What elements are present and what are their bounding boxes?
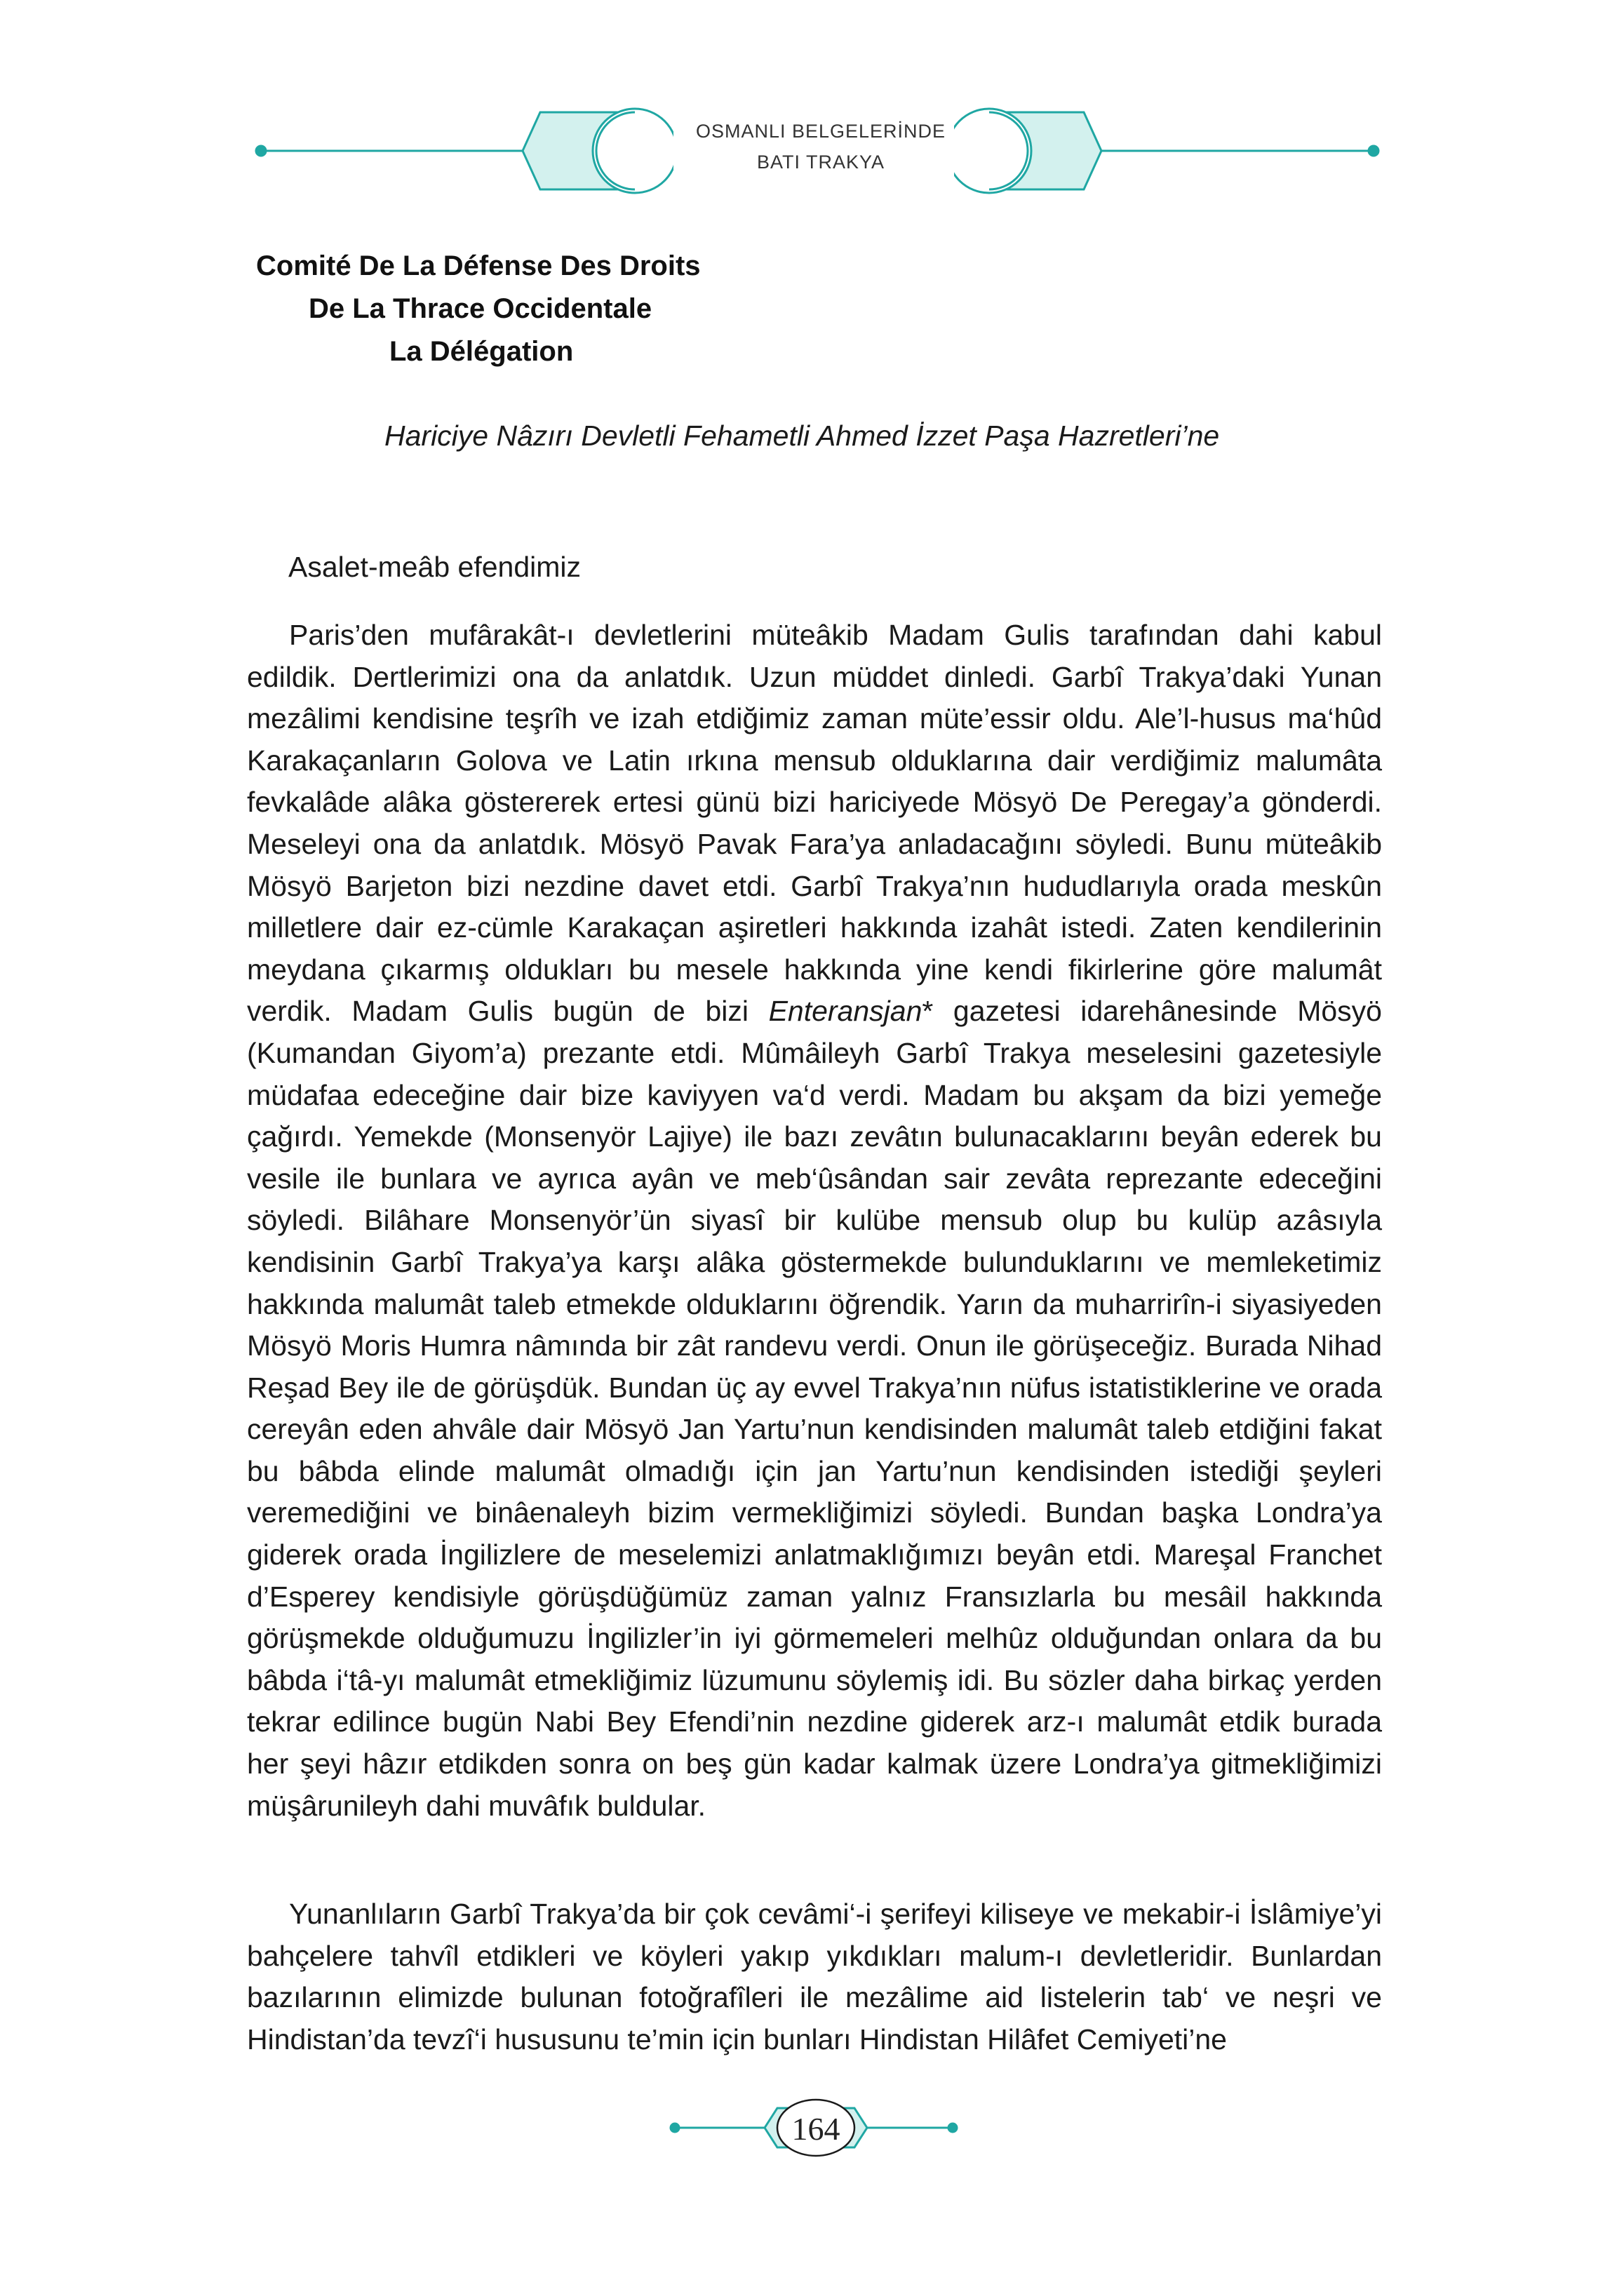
header-title-line1: OSMANLI BELGELERİNDE [695,121,946,142]
sender-line-3: La Délégation [389,336,574,367]
newspaper-name: Enteransjan [768,995,922,1028]
body-paragraph-2: Yunanlıların Garbî Trakya’da bir çok cevâmi‘-i şerifeyi kiliseye ve mekabir-i İslâmiye’yi bahçelere tahvîl etdikleri ve köyleri yakıp yıkdıkları malum-ı devletleridir. Bunlardan bazılarının elimizde bulunan fotoğrafîleri ile mezâlime aid listelerin tab‘ ve neşri ve Hindistan’da tevzî‘i hususunu te’min için bunları Hindistan Hilâfet Cemiyeti’ne [247,1898,1382,2055]
salutation: Asalet-meâb efendimiz [288,551,582,583]
body-paragraph-1 [247,615,1382,1827]
addressee: Hariciye Nâzırı Devletli Fehametli Ahmed İzzet Paşa Hazretleri’ne [384,420,1220,452]
paragraph1-text-before: Paris’den mufârakât-ı devletlerini müteâkib Madam Gulis tarafından dahi kabul edildik. Dertlerimizi ona da anlatdık. Uzun müddet dinledi. Garbî Trakya’daki Yunan mezâlimi kendisine teşrîh ve izah etdiğimiz zaman müte’essir oldu. Ale’l-husus ma‘hûd Karakaçanların Golova ve Latin ırkına mensub olduklarına dair verdiğimiz malumâta fevkalâde alâka göstererek ertesi günü bizi hariciyede Mösyö De Peregay’a gönderdi. Meseleyi ona da anlatdık. Mösyö Pavak Fara’ya anladacağını söyledi. Bunu müteâkib Mösyö Barjeton bizi nezdine davet etdi. Garbî Trakya’nın hududlarıyla orada meskûn milletlere dair ez-cümle Karakaçan aşiretleri hakkında izahât istedi. Zaten kendilerinin meydana çıkarmış oldukları bu mesele hakkında yine kendi fikirlerine göre malumât verdik. Madam Gulis bugün de bizi [247,619,1382,1028]
page-number: 164 [791,2111,840,2147]
paragraph1-text-after: * gazetesi idarehânesinde Mösyö (Kumandan Giyom’a) prezante etdi. Mûmâileyh Garbî Trakya meselesini gazetesiyle müdafaa edeceğine dair bize kaviyyen va‘d verdi. Madam bu akşam da bizi yemeğe çağırdı. Yemekde (Monsenyör Lajiye) ile bazı zevâtın bulunacaklarını beyân ederek bu vesile ile bunlara ve ayrıca ayân ve meb‘ûsândan sair zevâta reprezante edeceğini söyledi. Bilâhare Monsenyör’ün siyasî bir kulübe mensub olup bu kulüp azâsıyla kendisinin Garbî Trakya’ya karşı alâka göstermekde bulunduklarını ve memleketimiz hakkında malumât taleb etmekde olduklarını öğrendik. Yarın da muharrirîn-i siyasiyeden Mösyö Moris Humra nâmında bir zât randevu verdi. Onun ile görüşeceğiz. Burada Nihad Reşad Bey ile de görüşdük. Bundan üç ay evvel Trakya’nın nüfus istatistiklerine ve orada cereyân eden ahvâle dair Mösyö Jan Yartu’nun kendisinden malumât taleb etdiğini fakat bu bâbda elinde malumât olmadığı için jan Yartu’nun kendisinden istediği şeyleri veremediğini ve binâenaleyh bizim vermekliğimizi söyledi. Bundan başka Londra’ya giderek orada İngilizlere de meselemizi anlatmaklığımızı beyân etdi. Mareşal Franchet d’Esperey kendisiyle görüşdüğümüz zaman yalnız Fransızlarla bu mesâil hakkında görüşmekde olduğumuzu İngilizler’in iyi görmemeleri melhûz olduğundan onlara da bu bâbda i‘tâ-yı malumât etmekliğimiz lüzumunu söylemiş idi. Bu sözler daha birkaç yerden tekrar edilince bugün Nabi Bey Efendi’nin nezdine giderek arz-ı malumât etdik burada her şeyi hâzır etdikden sonra on beş gün kadar kalmak üzere Londra’ya gitmekliğimizi müşârunileyh dahi muvâfık buldular. [247,995,1382,1822]
sender-line-1: Comité De La Défense Des Droits [256,250,701,281]
page-footer [0,2084,1624,2196]
page-header [0,0,1624,210]
sender-line-2: De La Thrace Occidentale [309,293,652,324]
header-ornament [0,0,1624,210]
header-title-line2: BATI TRAKYA [756,152,885,173]
